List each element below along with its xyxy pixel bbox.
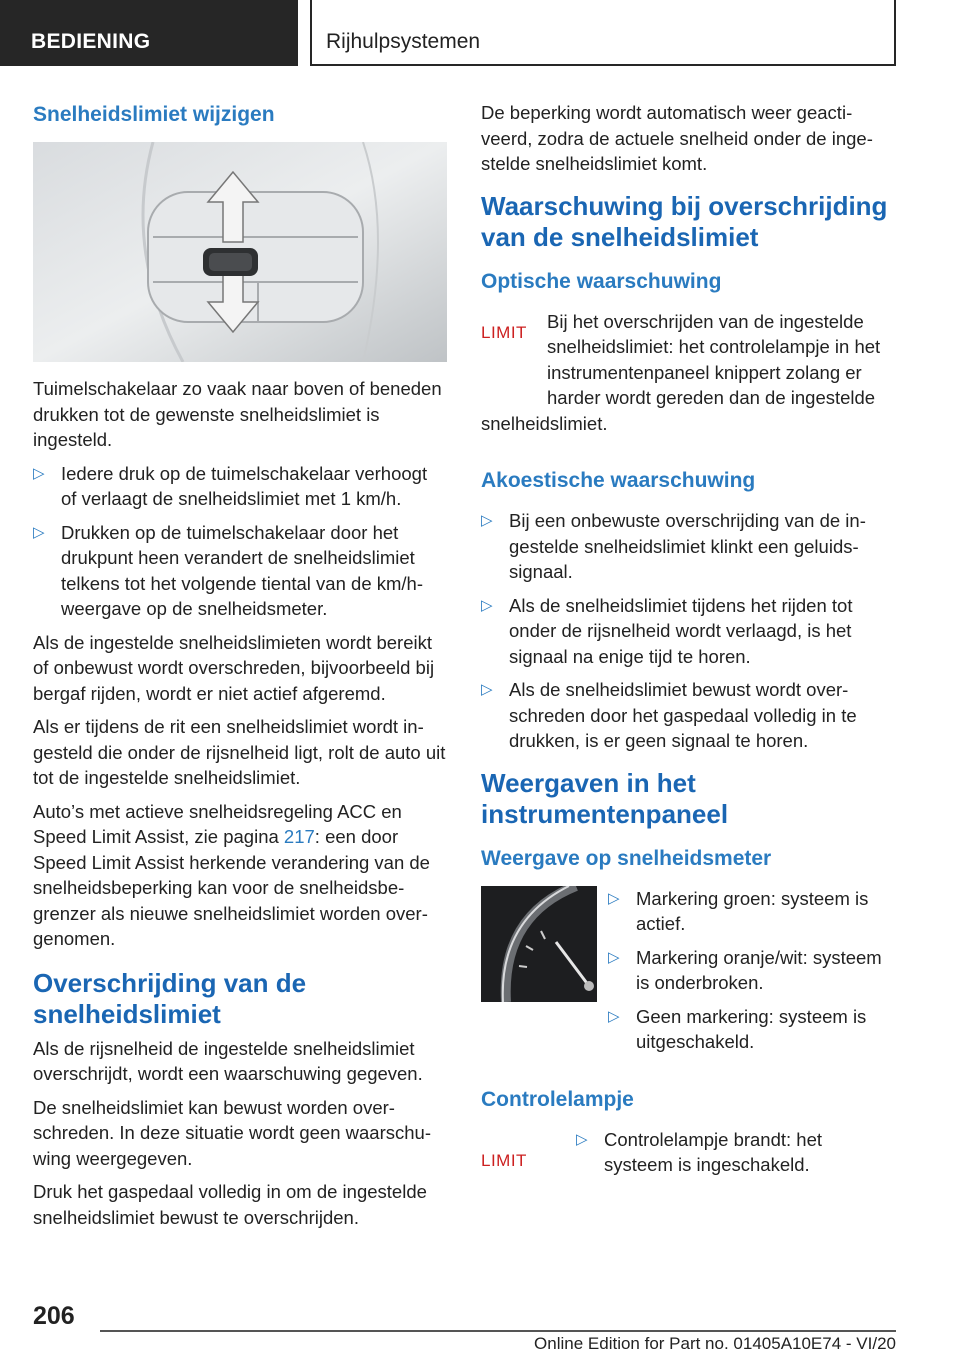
- bullet-list: [576, 1127, 896, 1186]
- paragraph: Als er tijdens de rit een snelheidslimiet wordt ingesteld die onder de rijsnelheid ligt, rolt de auto uit tot de ingestelde snelheidslimiet.: [33, 716, 446, 788]
- list-item: ▷ Drukken op de tuimelschakelaar door het drukpunt heen verandert de snelheidslimiet telkens tot het volgende tiental van de km/h-weergave op de snelheidsmeter.: [33, 521, 423, 619]
- heading-waarschuwing: Waarschuwing bij overschrijding van de snelheidslimiet: [481, 190, 888, 252]
- triangle-bullet-icon: ▷: [481, 512, 493, 529]
- paragraph: De beperking wordt automatisch weer geactiveerd, zodra de actuele snelheid onder de ingestelde snelheidslimiet komt.: [481, 102, 873, 174]
- speedometer-image: [481, 886, 597, 1002]
- right-column: [481, 100, 896, 1194]
- paragraph: De snelheidslimiet kan bewust worden overschreden. In deze situatie wordt geen waarschuwing weergegeven.: [33, 1096, 431, 1169]
- triangle-bullet-icon: ▷: [576, 1130, 588, 1148]
- bullet-list: [33, 461, 447, 622]
- limit-indicator-icon: LIMIT: [481, 322, 527, 342]
- control-lamp-block: [481, 1127, 896, 1194]
- list-item: ▷ Iedere druk op de tuimelschakelaar verhoogt of verlaagt de snelheidslimiet met 1 km/h.: [33, 462, 428, 509]
- footer-divider: [100, 1330, 896, 1332]
- chapter-label: Rijhulpsystemen: [310, 0, 896, 66]
- list-item: ▷ Markering oranje/wit: systeem is onderbroken.: [608, 946, 882, 993]
- triangle-bullet-icon: ▷: [481, 681, 493, 698]
- page-number: 206: [33, 1302, 75, 1330]
- triangle-bullet-icon: ▷: [33, 523, 45, 541]
- subheading-akoestische-waarschuwing: Akoestische waarschuwing: [481, 469, 756, 492]
- limit-indicator-icon: LIMIT: [481, 1150, 527, 1170]
- subheading-optische-waarschuwing: Optische waarschuwing: [481, 269, 722, 293]
- speedometer-block: [481, 886, 896, 1071]
- left-column: [33, 100, 447, 1238]
- subheading-weergave-snelheidsmeter: Weergave op snelheidsmeter: [481, 846, 772, 870]
- list-item: ▷ Als de snelheidslimiet tijdens het rijden tot onder de rijsnelheid wordt verlaagd, is het signaal na enige tijd te horen.: [481, 594, 853, 667]
- paragraph: Auto’s met actieve snelheidsregeling ACC en Speed Limit Assist, zie pagina 217: een door Speed Limit Assist herkende verandering van de snelheidsbeperking kan voor de snelheidsbegrenzer als nieuwe snelheidslimiet worden overgenomen.: [33, 800, 430, 949]
- list-item: ▷ Controlelampje brandt: het systeem is ingeschakeld.: [576, 1128, 823, 1175]
- list-item: ▷ Bij een onbewuste overschrijding van de ingestelde snelheidslimiet klinkt een geluidssignaal.: [481, 510, 866, 582]
- list-item: ▷ Markering groen: systeem is actief.: [608, 887, 869, 934]
- paragraph: Druk het gaspedaal volledig in om de ingestelde snelheidslimiet bewust te overschrijden.: [33, 1181, 427, 1228]
- heading-snelheidslimiet-wijzigen: Snelheidslimiet wijzigen: [33, 103, 275, 126]
- section-label: BEDIENING: [0, 0, 298, 66]
- list-item: ▷ Geen markering: systeem is uitgeschakeld.: [608, 1005, 867, 1052]
- bullet-list: [608, 886, 896, 1063]
- triangle-bullet-icon: ▷: [608, 948, 620, 966]
- paragraph: Als de rijsnelheid de ingestelde snelheidslimiet overschrijdt, wordt een waarschuwing gegeven.: [33, 1037, 423, 1084]
- subheading-controlelampje: Controlelampje: [481, 1087, 634, 1111]
- steering-wheel-rocker-photo: [33, 142, 447, 362]
- bullet-list: [481, 508, 896, 754]
- heading-weergaven: Weergaven in het instrumentenpaneel: [481, 767, 729, 829]
- edition-text: Online Edition for Part no. 01405A10E74 - VI/20: [534, 1334, 896, 1353]
- triangle-bullet-icon: ▷: [481, 596, 493, 614]
- paragraph: Tuimelschakelaar zo vaak naar boven of beneden drukken tot de gewenste snelheidslimiet is ingesteld.: [33, 378, 442, 450]
- heading-overschrijding: Overschrijding van de snelheidslimiet: [33, 967, 307, 1029]
- page-link[interactable]: 217: [283, 826, 315, 847]
- optical-warning-block: [481, 309, 896, 445]
- list-item: ▷ Als de snelheidslimiet bewust wordt overschreden door het gaspedaal volledig in te drukken, is er geen signaal te horen.: [481, 679, 857, 751]
- triangle-bullet-icon: ▷: [608, 889, 620, 907]
- page-header: [0, 0, 960, 66]
- triangle-bullet-icon: ▷: [608, 1007, 620, 1025]
- paragraph: Bij het overschrijden van de ingestelde snelheidslimiet: het controlelampje in het instrumentenpaneel knippert zolang er harder wordt gereden dan de ingestelde snelheidslimiet.: [481, 310, 881, 434]
- paragraph: Als de ingestelde snelheidslimieten wordt bereikt of onbewust wordt overschreden, bijvoorbeeld bij bergaf rijden, wordt er niet actief afgeremd.: [33, 631, 435, 704]
- triangle-bullet-icon: ▷: [33, 464, 45, 482]
